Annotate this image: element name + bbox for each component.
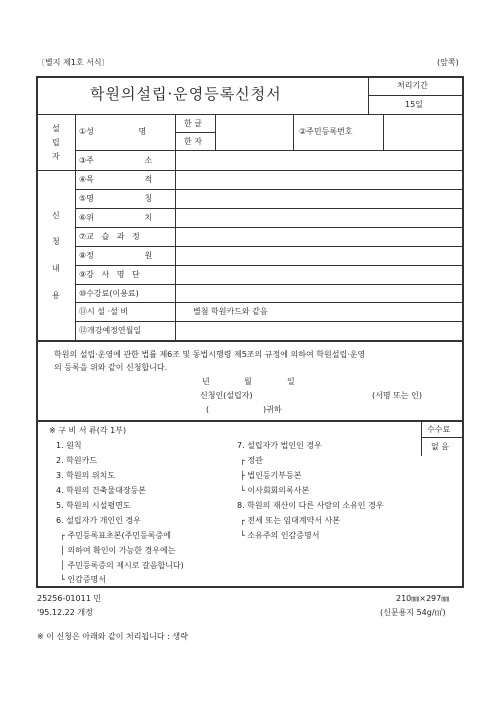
tuition-label: ⑩수강료(이용료): [79, 289, 139, 298]
addressee-label: )귀하: [263, 405, 282, 414]
facilities-value: 별첨 학원카드와 같음: [193, 307, 268, 316]
processing-period-label: 처리기간: [397, 81, 428, 90]
form-code: 25256-01011 민: [37, 594, 102, 603]
hangul-name-input[interactable]: [216, 115, 292, 131]
document-item: 8. 학원의 재산이 다른 사람의 소유인 경우: [237, 501, 384, 510]
instructor-list-input[interactable]: [176, 266, 461, 283]
curriculum-input[interactable]: [176, 228, 461, 245]
signature-label: (서명 또는 인): [372, 391, 422, 400]
document-item: 4. 학원의 건축물대장등본: [56, 486, 146, 495]
resident-number-label: ②주민등록번호: [299, 127, 353, 136]
application-section-char-3: 내: [52, 264, 60, 273]
opening-date-input[interactable]: [176, 322, 461, 339]
addressee-open-paren: (: [206, 405, 210, 414]
name-label: [79, 127, 173, 137]
academy-name-label: [79, 194, 152, 204]
purpose-label: [79, 175, 152, 185]
academy-name-input[interactable]: [176, 190, 461, 207]
fee-value: 없 음: [431, 442, 449, 451]
revision-date: '95.12.22 개정: [37, 608, 93, 617]
document-sub-item: ┌ 주민등록표초본(주민등록증에: [60, 531, 171, 540]
declaration-line-2: 의 등록을 위와 같이 신청합니다.: [54, 363, 168, 372]
document-sub-item: ├ 법인등기부등본: [240, 471, 302, 480]
paper-spec: (신문용지 54g/㎡): [380, 608, 446, 617]
location-label-text: ⑥위 치: [79, 213, 153, 222]
curriculum-label: [79, 232, 140, 242]
address-input[interactable]: [176, 151, 461, 169]
purpose-input[interactable]: [176, 171, 461, 188]
resident-number-input[interactable]: [384, 115, 461, 149]
document-sub-item: │ 주민등록증의 제시로 갈음합니다): [60, 561, 184, 570]
document-sub-item: │ 의하여 확인이 가능한 경우에는: [60, 546, 176, 555]
processing-note: ※ 이 신청은 아래와 같이 처리됩니다 : 생략: [37, 632, 188, 641]
document-sub-item: ┌ 정관: [240, 456, 263, 465]
hanja-label: 한 자: [184, 137, 202, 146]
location-input[interactable]: [176, 209, 461, 226]
address-label-text: ③주 소: [79, 156, 153, 165]
founder-section-char-2: 립: [52, 138, 60, 147]
date-day-label: 일: [287, 377, 295, 386]
paper-size: 210㎜×297㎜: [396, 594, 450, 603]
application-section-char-4: 용: [52, 291, 60, 300]
date-year-label: 년: [202, 377, 210, 386]
opening-date-label: ⑫개강예정연월일: [79, 326, 142, 335]
form-number: 〔별지 제1호 서식〕: [37, 58, 110, 67]
academy-name-label-text: ⑤명 칭: [79, 194, 153, 203]
document-item: 7. 설립자가 법인인 경우: [237, 441, 322, 450]
capacity-label-text: ⑧정 원: [79, 251, 153, 260]
document-item: 5. 학원의 시설평면도: [56, 501, 131, 510]
hangul-label: 한 글: [184, 119, 202, 128]
document-item: 2. 학원카드: [56, 456, 98, 465]
application-section-char-1: 신: [52, 211, 60, 220]
name-label-text: ①성 명: [79, 127, 147, 136]
location-label: [79, 213, 152, 223]
instructor-list-label: [79, 270, 140, 280]
fee-label: 수수료: [427, 425, 451, 434]
document-sub-item: ┌ 전세 또는 임대계약서 사본: [240, 516, 340, 525]
document-sub-item: └ 이사회회의록사본: [240, 486, 310, 495]
documents-heading: ※ 구 비 서 류(각 1부): [49, 426, 127, 435]
address-label: [79, 156, 152, 166]
facilities-label: ⑪시 설 ·설 비: [79, 307, 129, 316]
page-side-label: (앞쪽): [437, 58, 459, 67]
purpose-label-text: ④목 적: [79, 175, 153, 184]
processing-period-value: 15일: [405, 100, 423, 109]
capacity-input[interactable]: [176, 247, 461, 264]
document-sub-item: └ 소유주의 인감증명서: [240, 531, 320, 540]
applicant-label: 신청인(설립자): [200, 391, 253, 400]
document-item: 6. 설립자가 개인인 경우: [56, 516, 141, 525]
hanja-name-input[interactable]: [216, 133, 292, 149]
tuition-input[interactable]: [176, 285, 461, 301]
capacity-label: [79, 251, 152, 261]
founder-section-char-3: 자: [52, 152, 60, 161]
application-section-char-2: 청: [52, 237, 60, 246]
form-title: 학원의설립·운영등록신청서: [90, 85, 282, 103]
document-item: 3. 학원의 위치도: [56, 471, 116, 480]
document-sub-item: └ 인감증명서: [60, 575, 106, 584]
founder-section-char-1: 설: [52, 124, 60, 133]
curriculum-label-text: ⑦교 습 과 정: [79, 232, 140, 241]
date-month-label: 월: [244, 377, 252, 386]
declaration-line-1: 학원의 설립·운영에 관한 법률 제6조 및 동법시행령 제5조의 규정에 의하여 학원설립·운영: [54, 350, 366, 359]
instructor-list-label-text: ⑨강 사 명 단: [79, 270, 140, 279]
document-item: 1. 원칙: [56, 441, 82, 450]
